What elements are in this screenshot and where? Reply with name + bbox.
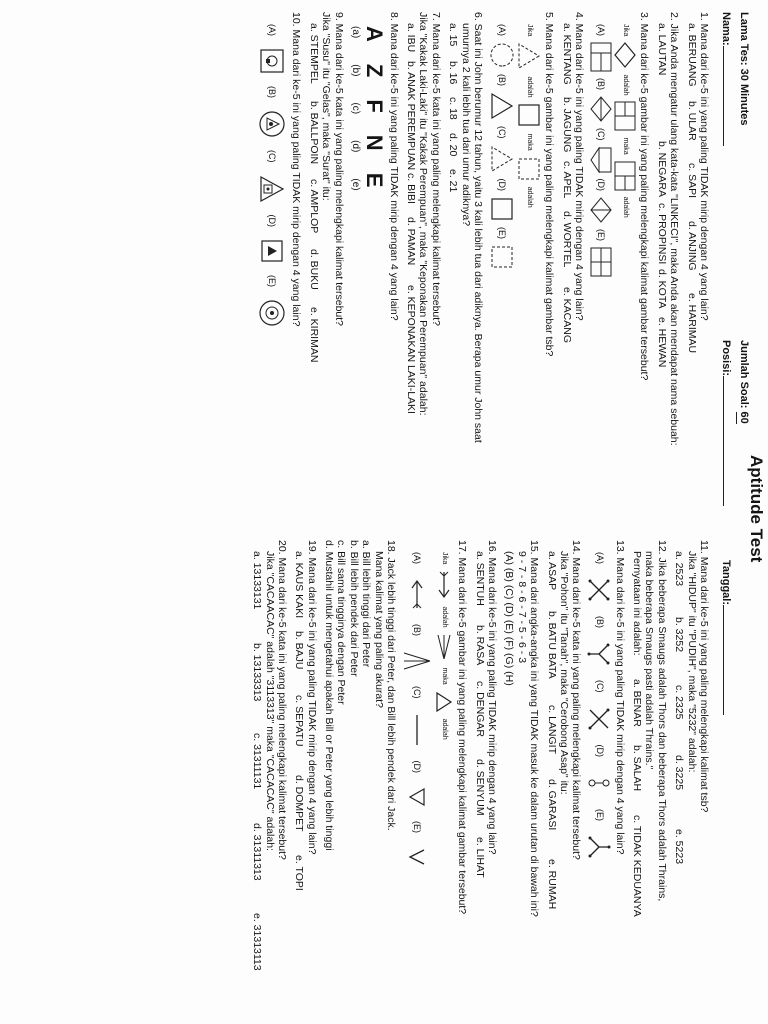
- question-12-text-2: maka beberapa Smaugs pasti adalah Thrains.": [643, 551, 656, 770]
- question-20-text-2: Jika "CACAACAC" adalah "3113313" maka "CACACAC" adalah:: [263, 551, 276, 851]
- q6-option-c[interactable]: c. 18: [447, 97, 460, 120]
- square-icon: [517, 103, 541, 127]
- q5-jika: Jika: [526, 24, 534, 37]
- question-10-text: 10. Mana dari ke-5 ini yang paling TIDAK mirip dengan 4 yang lain?: [290, 12, 303, 327]
- q8-labels: [350, 26, 362, 512]
- q12-option-c[interactable]: c. TIDAK KEDUANYA: [631, 815, 644, 917]
- q19-option-c[interactable]: c. SEPATU: [293, 695, 306, 747]
- circle-triangle-icon[interactable]: [258, 110, 286, 138]
- q17-label-d[interactable]: (D): [412, 760, 423, 773]
- date-line: [723, 605, 724, 715]
- question-12-options: [631, 540, 643, 1020]
- q2-option-d[interactable]: d. KOTA: [655, 269, 668, 309]
- q8-letters: [361, 26, 387, 512]
- x-cross-alt-icon[interactable]: [587, 707, 611, 731]
- test-duration: Lama Tes: 30 Minutes: [738, 12, 750, 126]
- q11-option-a[interactable]: a. 2523: [673, 551, 686, 587]
- q1-option-d[interactable]: d. ANJING: [685, 221, 698, 271]
- q11-option-b[interactable]: b. 3252: [673, 617, 686, 653]
- q14-option-e[interactable]: e. RUMAH: [545, 859, 558, 910]
- q12-statement: Pernyataan ini adalah:: [631, 551, 644, 656]
- triangle-icon[interactable]: [490, 92, 514, 120]
- question-14-text-2: Jika "Pohon" itu "Tanah", maka "Cerobong Asap" itu:: [558, 551, 570, 795]
- question-20: [251, 540, 288, 1020]
- q9-option-e[interactable]: e. KIRIMAN: [307, 307, 320, 363]
- choice-d-shape-icon[interactable]: [590, 197, 612, 223]
- question-4-options: [560, 12, 572, 512]
- question-18-text-2: Mana kalimat yang paling akurat?: [372, 551, 385, 709]
- q14-option-d[interactable]: d. GARASI: [545, 779, 558, 831]
- q12-option-b[interactable]: b. SALAH: [631, 745, 644, 792]
- q13-label-e[interactable]: (E): [594, 809, 605, 821]
- q3-label-d[interactable]: (D): [596, 178, 607, 191]
- q9-option-a[interactable]: a. STEMPEL: [307, 23, 320, 84]
- q17-choices: [402, 552, 432, 1020]
- q10-label-a[interactable]: (A): [267, 24, 278, 36]
- question-count-label: Jumlah Soal:: [738, 340, 750, 412]
- q8-letter-b[interactable]: Z: [362, 63, 388, 78]
- question-9-options: [308, 12, 320, 512]
- y-fork-icon[interactable]: [587, 642, 611, 666]
- name-field[interactable]: [719, 12, 732, 146]
- q9-option-c[interactable]: c. AMPLOP: [307, 179, 320, 234]
- q19-option-b[interactable]: b. BAJU: [293, 631, 306, 670]
- q11-option-d[interactable]: d. 3225: [673, 755, 686, 791]
- diamond-icon: [614, 42, 636, 68]
- dashed-triangle-icon: [517, 42, 541, 70]
- question-20-options: [251, 540, 263, 1020]
- question-9: [308, 12, 345, 512]
- x-cross-icon[interactable]: [587, 578, 611, 602]
- q4-option-e[interactable]: e. KACANG: [560, 287, 573, 344]
- q18-option-d[interactable]: d. Mustahil untuk mengetahui apakah Bill or Peter yang lebih tinggi: [323, 540, 336, 851]
- q1-option-c[interactable]: c. SAPI: [685, 163, 698, 199]
- q5-label-b[interactable]: (B): [497, 74, 508, 86]
- q7-option-a[interactable]: a. IBU: [405, 23, 418, 53]
- q20-option-d[interactable]: d. 31311313: [251, 823, 264, 881]
- q20-option-c[interactable]: c. 31311131: [251, 733, 264, 790]
- question-1: [685, 12, 710, 512]
- question-4: [560, 12, 585, 512]
- q10-label-b[interactable]: (B): [267, 86, 278, 98]
- question-4-text: 4. Mana dari ke-5 ini yang paling TIDAK mirip dengan 4 yang lain?: [573, 12, 586, 321]
- q12-option-a[interactable]: a. BENAR: [631, 679, 644, 727]
- choice-c-shape-icon[interactable]: [590, 147, 612, 173]
- q5-label-c[interactable]: (C): [497, 126, 508, 139]
- question-16-options: [473, 540, 485, 1020]
- question-13: [587, 540, 625, 1020]
- q19-option-e[interactable]: e. TOPI: [293, 855, 306, 891]
- q20-option-e[interactable]: e. 31313113: [251, 913, 264, 971]
- q3-adalah-2: adalah: [622, 196, 630, 218]
- q13-choices: [587, 552, 611, 1020]
- loop-line-icon[interactable]: [587, 771, 611, 795]
- q16-option-a[interactable]: a. SENTUH: [473, 551, 486, 606]
- right-arrow-icon: [437, 570, 451, 600]
- question-11-text: 11. Mana dari ke-5 ini yang paling melengkapi kalimat tsb?: [698, 540, 710, 813]
- q10-choices: [258, 24, 286, 512]
- choice-e-shape-icon[interactable]: [590, 247, 612, 277]
- q8-letter-d[interactable]: N: [362, 134, 388, 151]
- q3-label-e[interactable]: (E): [596, 229, 607, 241]
- square-triangle-icon[interactable]: [260, 239, 284, 263]
- q7-option-e[interactable]: e. KEPONAKAN LAKI-LAKI: [405, 285, 418, 414]
- q18-option-a[interactable]: a. Bill lebih tinggi dari Peter: [360, 540, 373, 668]
- multi-arrow-icon: [434, 633, 454, 661]
- q19-option-a[interactable]: a. KAUS KAKI: [293, 551, 306, 619]
- spread-lines-icon[interactable]: [402, 650, 432, 672]
- date-label: Tanggal:: [720, 560, 732, 606]
- q13-label-a[interactable]: (A): [594, 552, 605, 564]
- question-14: [545, 540, 582, 1020]
- q17-premise: [434, 552, 454, 1020]
- q4-option-b[interactable]: b. JAGUNG: [560, 97, 573, 153]
- question-14-text: 14. Mana dari ke-5 kata ini yang paling melengkapi kalimat tersebut?: [570, 540, 583, 860]
- date-field[interactable]: [719, 560, 732, 715]
- question-6: [447, 12, 484, 512]
- question-2-options: [656, 12, 668, 512]
- name-line: [723, 46, 724, 146]
- q17-adalah: adalah: [441, 606, 449, 628]
- question-11-text-2: Jika "HIDUP" itu "PUDIH", maka "5232" adalah:: [685, 551, 698, 773]
- question-7-options: [405, 12, 417, 512]
- q19-option-d[interactable]: d. DOMPET: [293, 775, 306, 832]
- question-15-sequence: 9 - 7 - 8 - 6 - 7 - 5 - 6 - 3: [515, 551, 528, 664]
- q7-option-b[interactable]: b. ANAK PEREMPUAN: [405, 61, 418, 171]
- q8-letter-a[interactable]: A: [362, 26, 388, 42]
- question-14-options: [545, 540, 557, 1020]
- question-20-text: 20. Mana dari ke-5 kata ini yang paling melengkapi kalimat tersebut?: [276, 540, 288, 860]
- q8-label-b: (b): [350, 64, 362, 77]
- q3-jika: Jika: [622, 24, 630, 37]
- question-1-options: [685, 12, 697, 512]
- question-7-text-2: Jika "Kakak Laki-Laki" itu "Kakak Perempuan", maka "Keponakan Perempuan" adalah:: [417, 12, 430, 416]
- q8-letter-c[interactable]: F: [362, 99, 388, 113]
- question-5-text: 5. Mana dari ke-5 gambar ini yang paling melengkapi kalimat gambar tsb?: [543, 12, 556, 357]
- q17-jika: Jika: [441, 552, 449, 565]
- question-16: [473, 540, 498, 1020]
- left-column: [253, 12, 710, 512]
- q1-option-b[interactable]: b. ULAR: [685, 101, 698, 141]
- question-count: [736, 340, 750, 424]
- circle-circle-icon[interactable]: [258, 299, 286, 327]
- position-field[interactable]: [719, 340, 732, 506]
- question-5: [489, 12, 555, 512]
- q8-letter-e[interactable]: E: [362, 172, 388, 188]
- q17-label-b[interactable]: (B): [412, 624, 423, 636]
- q5-maka: maka: [526, 133, 534, 151]
- question-2-text: 2. Jika Anda mengatur ulang kata-kata "LINKECI", maka Anda akan mendapat nama sebuah:: [668, 12, 681, 446]
- q6-option-e[interactable]: e. 21: [447, 169, 460, 193]
- down-triangle-icon[interactable]: [408, 787, 426, 807]
- q8-label-c: (c): [350, 102, 362, 115]
- position-label: Posisi:: [720, 340, 732, 377]
- question-16-text: 16. Mana dari ke-5 ini yang paling TIDAK mirip dengan 4 yang lain?: [486, 540, 499, 855]
- question-8: [350, 12, 400, 512]
- q5-adalah: adalah: [526, 76, 534, 98]
- question-18: [323, 540, 397, 1020]
- left-arrow-icon[interactable]: [410, 578, 424, 610]
- split-square-icon: [614, 101, 636, 131]
- q2-option-e[interactable]: e. HEWAN: [655, 317, 668, 368]
- q6-option-b[interactable]: b. 16: [447, 61, 460, 85]
- q10-label-c[interactable]: (C): [267, 150, 278, 163]
- q17-label-a[interactable]: (A): [412, 552, 423, 564]
- question-11-options: [673, 540, 685, 1020]
- q17-adalah-2: adalah: [441, 718, 449, 740]
- question-10: [258, 12, 302, 512]
- q3-maka: maka: [622, 137, 630, 155]
- q8-label-e: (e): [350, 178, 362, 191]
- q14-option-a[interactable]: a. ASAP: [545, 551, 558, 591]
- question-11: [673, 540, 710, 1020]
- q10-label-e[interactable]: (E): [267, 275, 278, 287]
- square-choice-icon[interactable]: [490, 197, 514, 221]
- q17-label-c[interactable]: (C): [412, 686, 423, 699]
- q4-option-c[interactable]: c. APEL: [560, 161, 573, 199]
- choice-a-shape-icon[interactable]: [590, 42, 612, 72]
- right-column: [246, 540, 710, 1020]
- q13-label-c[interactable]: (C): [594, 680, 605, 693]
- triangle-square-icon[interactable]: [259, 175, 285, 203]
- question-3-text: 3. Mana dari ke-5 gambar ini yang paling melengkapi kalimat gambar tersebut?: [638, 12, 651, 381]
- q14-option-b[interactable]: b. BATU BATA: [545, 611, 558, 679]
- q6-option-a[interactable]: a. 15: [447, 23, 460, 47]
- q3-label-b[interactable]: (B): [596, 78, 607, 90]
- question-19: [293, 540, 318, 1020]
- question-18-text: 18. Jack lebih tinggi dari Peter, dan Bill lebih pendek dari Jack.: [385, 540, 397, 831]
- q5-label-d[interactable]: (D): [497, 178, 508, 191]
- q16-option-b[interactable]: b. RASA: [473, 625, 486, 666]
- question-12-text: 12. Jika beberapa Smaugs adalah Thors dan beberapa Thors adalah Thrains,: [655, 540, 668, 902]
- dashed-triangle-choice-icon[interactable]: [490, 145, 514, 173]
- q8-label-a: (a): [350, 26, 362, 39]
- dashed-square-choice-icon[interactable]: [490, 245, 514, 269]
- q7-option-c[interactable]: c. BIBI: [405, 173, 418, 204]
- question-6-text: 6. Saat ini John berumur 12 tahun, yaitu 3 kali lebih tua dari adiknya. Berapa umur John saat: [472, 12, 484, 443]
- page-title: Aptitude Test: [747, 455, 766, 563]
- question-13-text: 13. Mana dari ke-5 ini yang paling TIDAK mirip dengan 4 yang lain?: [613, 540, 626, 855]
- question-9-text-2: Jika "Susu" itu "Gelas", maka "Surat" itu:: [320, 12, 333, 201]
- q16-option-d[interactable]: d. SENYUM: [473, 759, 486, 816]
- q18-option-c[interactable]: c. Bill sama tingginya dengan Peter: [335, 540, 348, 705]
- q4-option-a[interactable]: a. KENTANG: [560, 23, 573, 85]
- q7-option-d[interactable]: d. PAMAN: [405, 217, 418, 266]
- question-17: [402, 540, 468, 1020]
- q3-choices: [590, 24, 612, 512]
- question-15-text: 15. Mana dari angka-angka ini yang TIDAK masuk ke dalam urutan di bawah ini?: [528, 540, 541, 917]
- question-9-text: 9. Mana dari ke-5 kata ini yang paling melengkapi kalimat tersebut?: [332, 12, 345, 327]
- question-2: [656, 12, 681, 512]
- name-label: Nama:: [720, 12, 732, 46]
- question-1-text: 1. Mana dari ke-5 ini yang paling TIDAK mirip dengan 4 yang lain?: [698, 12, 710, 321]
- q9-option-d[interactable]: d. BUKU: [307, 249, 320, 290]
- split-rect-icon: [614, 161, 636, 191]
- horizontal-line-icon[interactable]: [412, 713, 422, 747]
- q13-label-d[interactable]: (D): [594, 744, 605, 757]
- q17-label-e[interactable]: (E): [412, 821, 423, 833]
- q5-label-e[interactable]: (E): [497, 227, 508, 239]
- choice-b-shape-icon[interactable]: [590, 96, 612, 122]
- question-8-text: 8. Mana dari ke-5 ini yang paling TIDAK mirip dengan 4 yang lain?: [387, 12, 400, 321]
- q3-label-a[interactable]: (A): [596, 24, 607, 36]
- q5-label-a[interactable]: (A): [497, 24, 508, 36]
- q1-option-a[interactable]: a. BERUANG: [685, 23, 698, 87]
- q11-option-e[interactable]: e. 5223: [673, 829, 686, 865]
- question-7: [405, 12, 442, 512]
- q2-option-b[interactable]: b. NEGARA: [655, 141, 668, 198]
- question-7-text: 7. Mana dari ke-5 kata ini yang paling melengkapi kalimat tersebut?: [429, 12, 442, 327]
- question-15-options[interactable]: (A) (B) (C) (D) (E) (F) (G) (H): [503, 551, 516, 686]
- question-3: [590, 12, 650, 512]
- question-19-text: 19. Mana dari ke-5 ini yang paling TIDAK mirip dengan 4 yang lain?: [305, 540, 318, 855]
- q9-option-b[interactable]: b. BALLPOIN: [307, 101, 320, 165]
- question-6-options: [447, 12, 459, 512]
- q20-option-b[interactable]: b. 13133313: [251, 643, 264, 702]
- square-circle-icon[interactable]: [259, 48, 285, 74]
- q17-maka: maka: [441, 667, 449, 685]
- q4-option-d[interactable]: d. WORTEL: [560, 211, 573, 268]
- q11-option-c[interactable]: c. 2325: [673, 685, 686, 720]
- question-19-options: [293, 540, 305, 1020]
- q6-option-d[interactable]: d. 20: [447, 133, 460, 157]
- question-15: [503, 540, 540, 1020]
- y-fork-alt-icon[interactable]: [587, 835, 611, 859]
- chevron-down-icon[interactable]: [407, 847, 427, 867]
- q3-label-c[interactable]: (C): [596, 128, 607, 141]
- q13-label-b[interactable]: (B): [594, 616, 605, 628]
- q5-adalah-2: adalah: [526, 186, 534, 208]
- q14-option-c[interactable]: c. LANGIT: [545, 705, 558, 755]
- small-triangle-icon: [434, 691, 454, 713]
- question-17-text: 17. Mana dari ke-5 gambar ini yang paling melengkapi kalimat gambar tersebut?: [456, 540, 469, 915]
- dashed-circle-icon[interactable]: [489, 42, 515, 68]
- question-12: [631, 540, 668, 1020]
- q5-premise: [517, 24, 541, 512]
- q2-option-c[interactable]: c. PROPINSI: [655, 203, 668, 265]
- q20-option-a[interactable]: a. 13133131: [251, 551, 264, 610]
- q3-adalah: adalah: [622, 74, 630, 96]
- dashed-square-icon: [517, 157, 541, 181]
- q10-label-d[interactable]: (D): [267, 214, 278, 227]
- q16-option-e[interactable]: e. LIHAT: [473, 837, 486, 878]
- q16-option-c[interactable]: c. DENGAR: [473, 681, 486, 738]
- q18-option-b[interactable]: b. Bill lebih pendek dari Peter: [347, 540, 360, 677]
- question-count-value: 60: [738, 411, 750, 424]
- question-6-text-2: umurnya 2 kali lebih tua dari umur adiknya?: [459, 23, 472, 227]
- q2-option-a[interactable]: a. LAUTAN: [655, 23, 668, 76]
- q5-choices: [489, 24, 515, 512]
- q3-premise: [614, 24, 636, 512]
- q8-label-d: (d): [350, 140, 362, 153]
- q1-option-e[interactable]: e. HARIMAU: [685, 293, 698, 354]
- position-line: [723, 376, 724, 506]
